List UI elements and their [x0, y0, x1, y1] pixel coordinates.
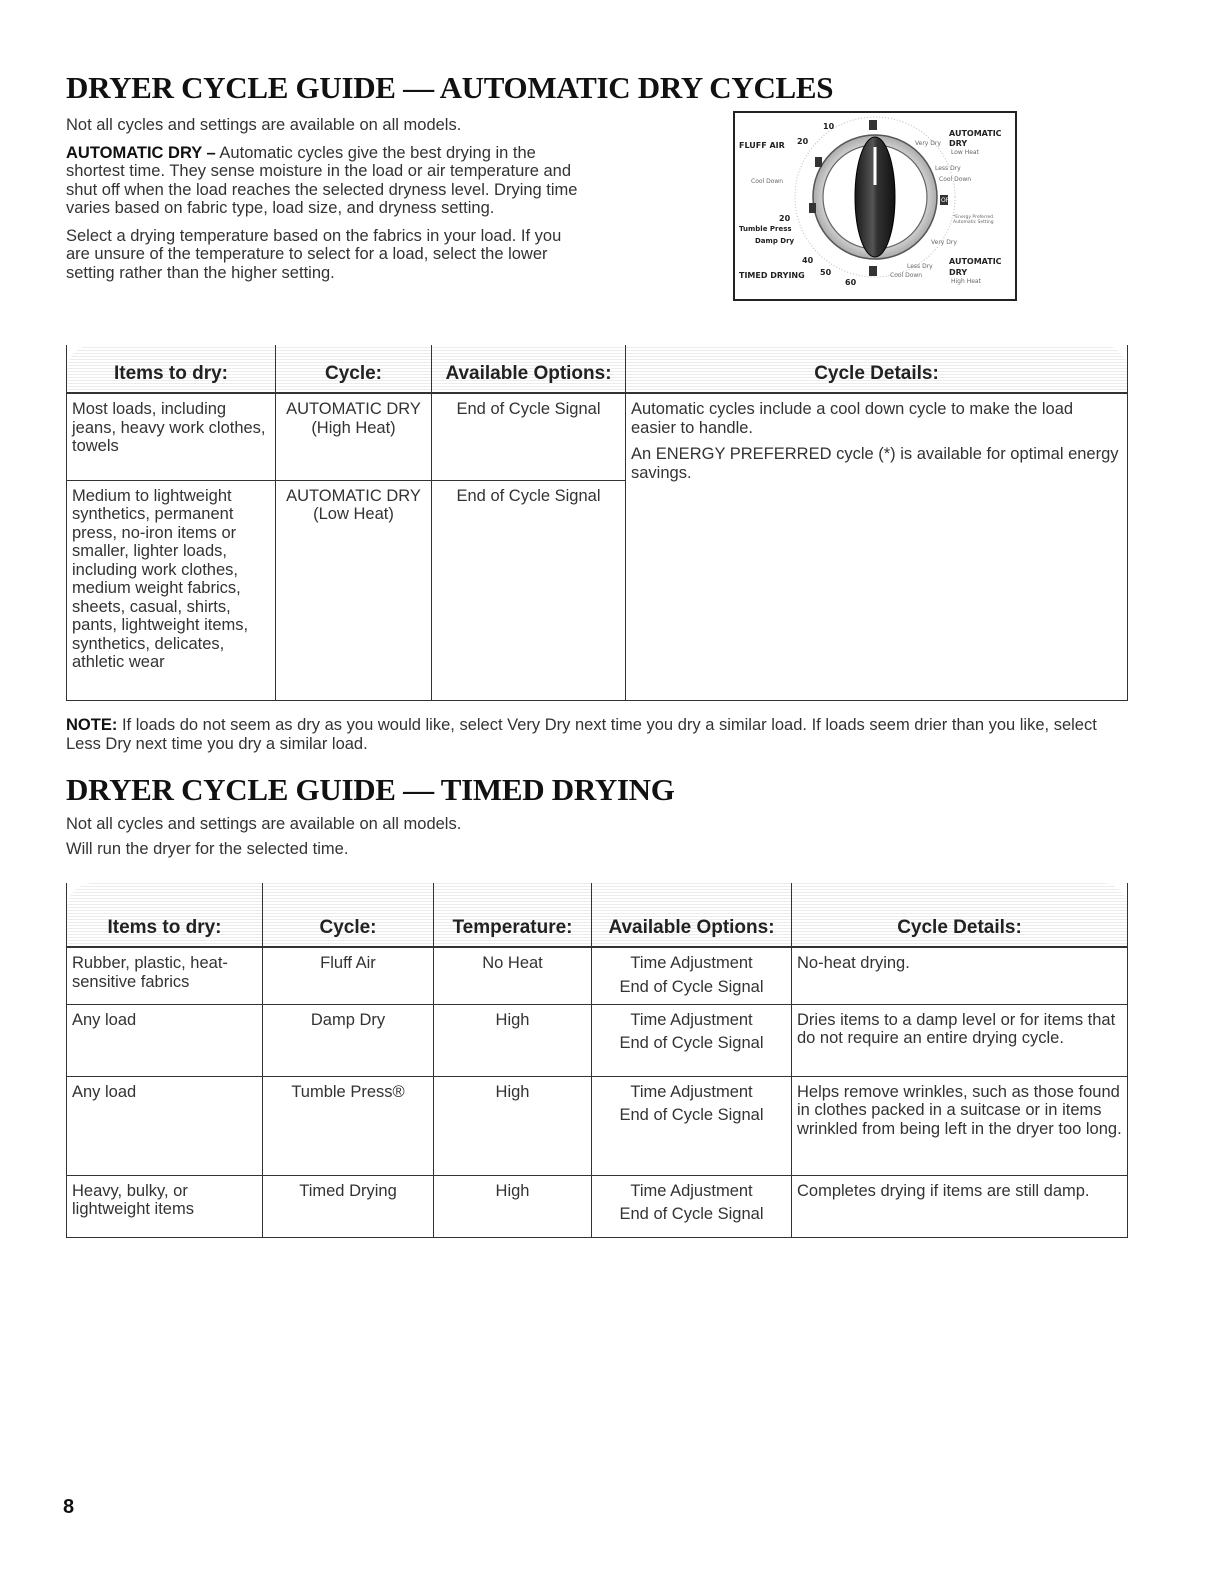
dial-label-20: 20 [779, 214, 791, 223]
details-energy-preferred: An ENERGY PREFERRED cycle (*) is available for optimal energy savings. [631, 445, 1119, 482]
dial-label-very-dry-bottom: Very Dry [931, 239, 957, 246]
section2-title: DRYER CYCLE GUIDE — TIMED DRYING [66, 772, 675, 807]
items-cell: Any load [67, 1076, 263, 1175]
temperature-cell: High [434, 1004, 592, 1076]
details-cell [626, 393, 1128, 700]
header-items-to-dry: Items to dry: [67, 345, 276, 393]
header-cycle: Cycle: [276, 345, 432, 393]
cycle-cell: AUTOMATIC DRY (High Heat) [276, 393, 432, 480]
header-cycle: Cycle: [263, 883, 434, 947]
cycle-cell: AUTOMATIC DRY (Low Heat) [276, 480, 432, 700]
dial-label-40: 40 [802, 256, 814, 265]
dial-label-60: 60 [845, 278, 857, 287]
availability-note: Not all cycles and settings are available on all models. [66, 815, 462, 833]
dial-label-high-heat: High Heat [951, 278, 981, 285]
header-available-options: Available Options: [432, 345, 626, 393]
items-cell: Heavy, bulky, or lightweight items [67, 1175, 263, 1237]
automatic-dry-label: AUTOMATIC DRY – [66, 143, 216, 162]
option-time-adjustment: Time Adjustment [630, 1181, 753, 1200]
temperature-cell: High [434, 1175, 592, 1237]
note-label: NOTE: [66, 716, 118, 734]
page-number: 8 [63, 1496, 75, 1518]
dial-label-20-top: 20 [797, 137, 809, 146]
table-header-row [67, 345, 1128, 393]
options-cell [592, 1004, 792, 1076]
cycle-cell: Damp Dry [263, 1004, 434, 1076]
cycle-cell: Fluff Air [263, 947, 434, 1004]
items-cell: Medium to lightweight synthetics, permanent press, no-iron items or smaller, lighter loads, including work clothes, medium weight fabrics, sheets, casual, shirts, pants, lightweight items, synthetics, delicates, athletic wear [67, 480, 276, 700]
dial-label-cool-down-left: Cool Down [751, 178, 784, 185]
dial-label-dry-bottom: DRY [949, 268, 968, 277]
details-cell: Helps remove wrinkles, such as those found in clothes packed in a suitcase or in items wrinkled from being left in the dryer too long. [792, 1076, 1128, 1175]
timed-drying-table [66, 883, 1128, 1238]
dial-label-cool-down-bottom: Cool Down [890, 272, 923, 279]
options-cell: End of Cycle Signal [432, 393, 626, 480]
dial-label-automatic-top: AUTOMATIC [949, 129, 1002, 138]
dial-label-10-top: 10 [823, 122, 835, 131]
note-paragraph [66, 716, 1126, 753]
dial-label-cool-down-right: Cool Down [939, 176, 972, 183]
dial-label-very-dry-top: Very Dry [915, 140, 941, 147]
section1-title: DRYER CYCLE GUIDE — AUTOMATIC DRY CYCLES [66, 70, 834, 105]
option-end-of-cycle-signal: End of Cycle Signal [619, 1205, 764, 1223]
option-time-adjustment: Time Adjustment [630, 1082, 753, 1101]
section1-intro [66, 116, 586, 282]
header-cycle-details: Cycle Details: [792, 883, 1128, 947]
options-cell [592, 1175, 792, 1237]
header-items-to-dry: Items to dry: [67, 883, 263, 947]
table-row [67, 947, 1128, 1004]
dial-label-damp-dry: Damp Dry [755, 237, 795, 245]
option-end-of-cycle-signal: End of Cycle Signal [619, 977, 764, 996]
details-cell: Dries items to a damp level or for items that do not require an entire drying cycle. [792, 1004, 1128, 1076]
table-row [67, 1004, 1128, 1076]
options-cell [592, 1076, 792, 1175]
dial-label-timed-drying: TIMED DRYING [739, 271, 805, 280]
dial-label-off: OFF [941, 197, 953, 204]
dial-label-automatic-bottom: AUTOMATIC [949, 257, 1002, 266]
temperature-cell: No Heat [434, 947, 592, 1004]
dial-label-dry-top: DRY [949, 139, 968, 148]
header-cycle-details: Cycle Details: [626, 345, 1128, 393]
dial-label-low-heat: Low Heat [951, 149, 979, 156]
section2-intro [66, 815, 666, 858]
table-header-row [67, 883, 1128, 947]
control-dial-illustration [733, 111, 1017, 301]
option-time-adjustment: Time Adjustment [630, 954, 753, 972]
header-available-options: Available Options: [592, 883, 792, 947]
availability-note: Not all cycles and settings are available on all models. [66, 116, 462, 134]
header-temperature: Temperature: [434, 883, 592, 947]
option-end-of-cycle-signal: End of Cycle Signal [619, 1034, 764, 1052]
table-row [67, 1076, 1128, 1175]
dial-label-50: 50 [820, 268, 832, 277]
option-end-of-cycle-signal: End of Cycle Signal [619, 1106, 764, 1124]
timed-run-text: Will run the dryer for the selected time. [66, 839, 349, 858]
dial-label-less-dry-bottom: Less Dry [907, 263, 933, 270]
details-cell: No-heat drying. [792, 947, 1128, 1004]
items-cell: Rubber, plastic, heat-sensitive fabrics [67, 947, 263, 1004]
table-row [67, 1175, 1128, 1237]
options-cell: End of Cycle Signal [432, 480, 626, 700]
cycle-cell: Tumble Press® [263, 1076, 434, 1175]
details-cool-down: Automatic cycles include a cool down cycle to make the load easier to handle. [631, 400, 1074, 437]
temperature-cell: High [434, 1076, 592, 1175]
dial-label-tumble-press: Tumble Press [739, 225, 792, 233]
options-cell [592, 947, 792, 1004]
items-cell: Most loads, including jeans, heavy work clothes, towels [67, 393, 276, 480]
note-text: If loads do not seem as dry as you would like, select Very Dry next time you dry a similar load. If loads seem drier than you like, select Less Dry next time you dry a similar load. [66, 716, 1097, 753]
items-cell: Any load [67, 1004, 263, 1076]
cycle-cell: Timed Drying [263, 1175, 434, 1237]
dial-label-energy-preferred: *Energy Preferred Automatic Setting [953, 215, 994, 225]
automatic-dry-text: Automatic cycles give the best drying in the shortest time. They sense moisture in the load or air temperature and shut off when the load reaches the selected dryness level. Drying time varies based on fabric type, load size, and dryness setting. [66, 143, 578, 217]
table-row [67, 393, 1128, 480]
details-cell: Completes drying if items are still damp. [792, 1175, 1128, 1237]
select-temperature-text: Select a drying temperature based on the fabrics in your load. If you are unsure of the temperature to select for a load, select the lower setting rather than the higher setting. [66, 226, 562, 282]
dial-label-fluff-air: FLUFF AIR [739, 141, 785, 150]
dial-label-less-dry-top: Less Dry [935, 165, 961, 172]
automatic-dry-paragraph [66, 144, 586, 218]
option-time-adjustment: Time Adjustment [630, 1010, 753, 1029]
automatic-cycles-table [66, 345, 1128, 701]
